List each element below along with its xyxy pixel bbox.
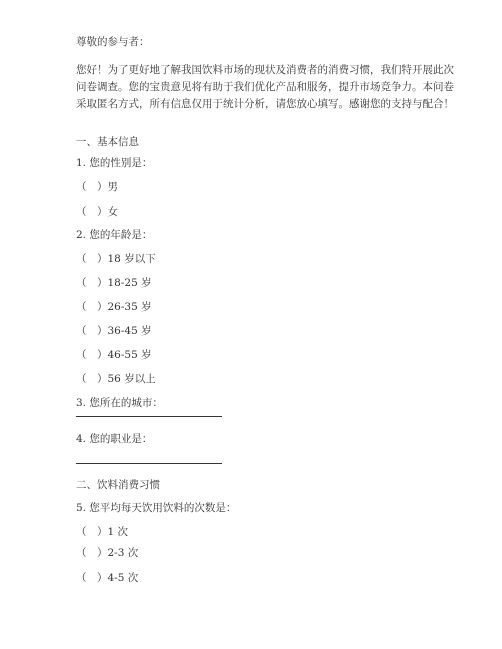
section-title-drink-habits: 二、饮料消费习惯 bbox=[76, 479, 160, 491]
question-daily-frequency: 5. 您平均每天饮用饮料的次数是： bbox=[76, 502, 237, 514]
option-age-under-18[interactable]: （ ）18 岁以下 bbox=[76, 253, 156, 265]
option-age-36-45[interactable]: （ ）36-45 岁 bbox=[76, 325, 152, 337]
option-age-46-55[interactable]: （ ）46-55 岁 bbox=[76, 349, 152, 361]
occupation-answer-line[interactable] bbox=[76, 463, 222, 464]
intro-line: 您好！为了更好地了解我国饮料市场的现状及消费者的消费习惯，我们特开展此次 bbox=[76, 64, 454, 76]
option-freq-2-3[interactable]: （ ）2-3 次 bbox=[76, 547, 139, 559]
option-age-26-35[interactable]: （ ）26-35 岁 bbox=[76, 301, 152, 313]
question-gender: 1. 您的性别是： bbox=[76, 157, 153, 169]
intro-line: 采取匿名方式，所有信息仅用于统计分析，请您放心填写。感谢您的支持与配合！ bbox=[76, 98, 454, 110]
question-city: 3. 您所在的城市： bbox=[76, 397, 163, 409]
option-age-56-plus[interactable]: （ ）56 岁以上 bbox=[76, 373, 156, 385]
option-freq-1[interactable]: （ ）1 次 bbox=[76, 526, 129, 538]
section-title-basic-info: 一、基本信息 bbox=[76, 136, 139, 148]
greeting: 尊敬的参与者： bbox=[76, 36, 150, 48]
question-age: 2. 您的年龄是： bbox=[76, 229, 153, 241]
option-freq-4-5[interactable]: （ ）4-5 次 bbox=[76, 572, 139, 584]
question-occupation: 4. 您的职业是： bbox=[76, 433, 153, 445]
intro-paragraph bbox=[76, 62, 454, 113]
intro-line: 问卷调查。您的宝贵意见将有助于我们优化产品和服务，提升市场竞争力。本问卷 bbox=[76, 81, 454, 93]
option-age-18-25[interactable]: （ ）18-25 岁 bbox=[76, 277, 152, 289]
city-answer-line[interactable] bbox=[76, 416, 222, 417]
option-female[interactable]: （ ）女 bbox=[76, 206, 118, 218]
option-male[interactable]: （ ）男 bbox=[76, 181, 118, 193]
